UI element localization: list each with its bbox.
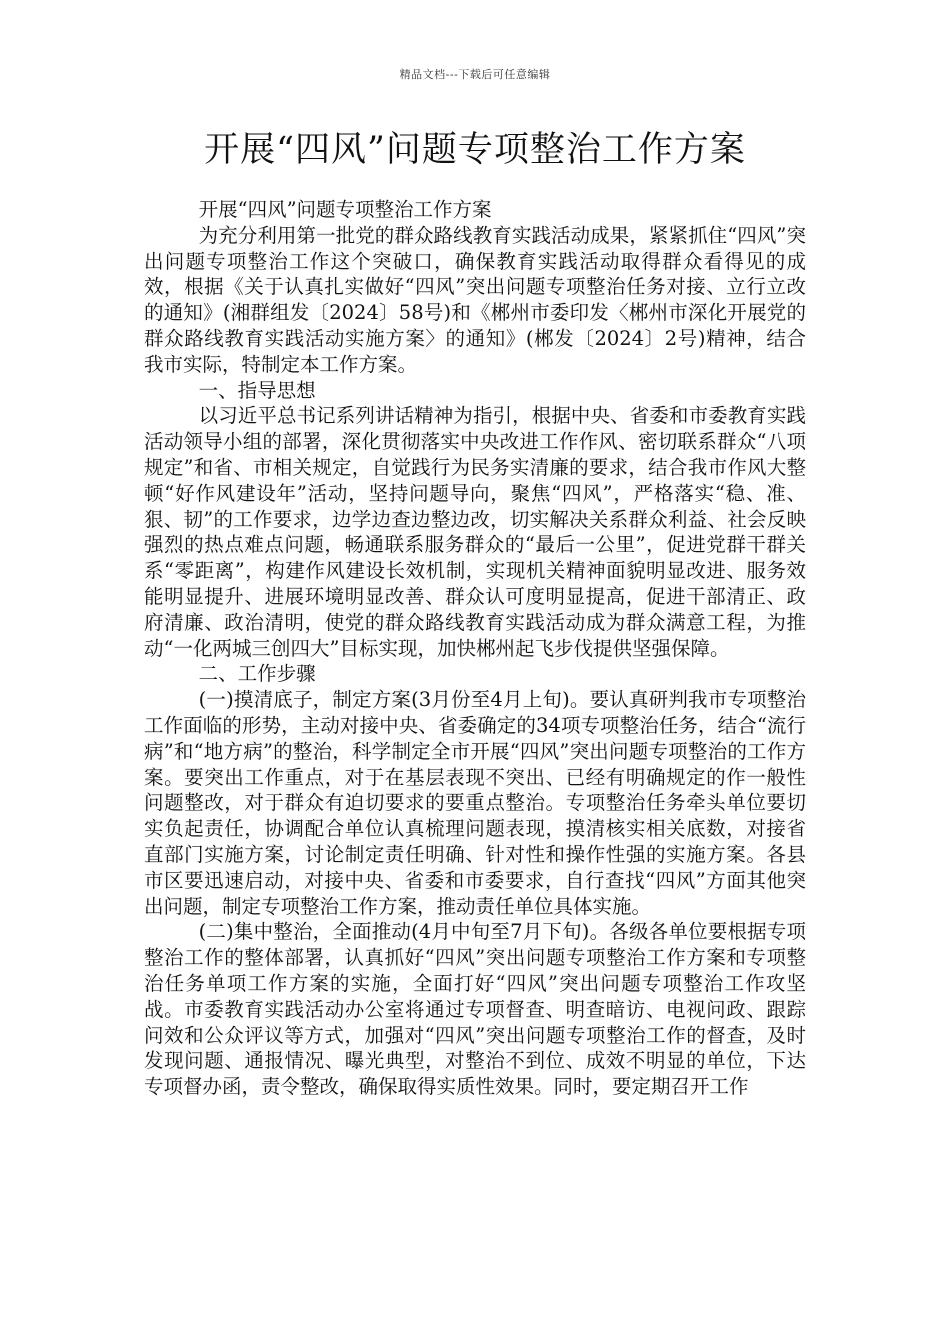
work-step-1-paragraph: (一)摸清底子，制定方案(3月份至4月上旬)。要认真研判我市专项整治工作面临的形势，主动对接中央、省委确定的34项专项整治任务，结合“流行病”和“地方病”的整治，科学制定全市开展“四风”突出问题专项整治的工作方案。要突出工作重点，对于在基层表现不突出、已经有明确规定的作一般性问题整改，对于群众有迫切要求的要重点整治。专项整治任务牵头单位要切实负起责任，协调配合单位认真梳理问题表现，摸清核实相关底数，对接省直部门实施方案，讨论制定责任明确、针对性和操作性强的实施方案。各县市区要迅速启动，对接中央、省委和市委要求，自行查找“四风”方面其他突出问题，制定专项整治工作方案，推动责任单位具体实施。 [144,688,806,918]
document-title: 开展“四风”问题专项整治工作方案 [204,130,746,170]
work-step-2-paragraph: (二)集中整治，全面推动(4月中旬至7月下旬)。各级各单位要根据专项整治工作的整体部署，认真抓好“四风”突出问题专项整治工作方案和专项整治任务单项工作方案的实施，全面打好“四风”突出问题专项整治工作攻坚战。市委教育实践活动办公室将通过专项督查、明查暗访、电视问政、跟踪问效和公众评议等方式，加强对“四风”突出问题专项整治工作的督查，及时发现问题、通报情况、曝光典型，对整治不到位、成效不明显的单位，下达专项督办函，责令整改，确保取得实质性效果。同时，要定期召开工作 [144,920,806,1099]
document-subtitle: 开展“四风”问题专项整治工作方案 [198,198,492,221]
document-body [144,197,806,1100]
section-heading-work-steps: 二、工作步骤 [198,662,316,686]
section-heading-guiding-ideology: 一、指导思想 [198,378,316,402]
intro-paragraph: 为充分利用第一批党的群众路线教育实践活动成果，紧紧抓住“四风”突出问题专项整治工作这个突破口，确保教育实践活动取得群众看得见的成效，根据《关于认真扎实做好“四风”突出问题专项整治任务对接、立行立改的通知》(湘群组发〔2024〕58号)和《郴州市委印发〈郴州市深化开展党的群众路线教育实践活动实施方案〉的通知》(郴发〔2024〕2号)精神，结合我市实际，特制定本工作方案。 [144,223,806,376]
page-header-note: 精品文档---下载后可任意编辑 [399,68,551,81]
guiding-ideology-paragraph: 以习近平总书记系列讲话精神为指引，根据中央、省委和市委教育实践活动领导小组的部署，深化贯彻落实中央改进工作作风、密切联系群众“八项规定”和省、市相关规定，自觉践行为民务实清廉的要求，结合我市作风大整顿“好作风建设年”活动，坚持问题导向，聚焦“四风”，严格落实“稳、准、狠、韧”的工作要求，边学边查边整边改，切实解决关系群众利益、社会反映强烈的热点难点问题，畅通联系服务群众的“最后一公里”，促进党群干群关系“零距离”，构建作风建设长效机制，实现机关精神面貌明显改进、服务效能明显提升、进展环境明显改善、群众认可度明显提高，促进干部清正、政府清廉、政治清明，使党的群众路线教育实践活动成为群众满意工程，为推动“一化两城三创四大”目标实现，加快郴州起飞步伐提供坚强保障。 [144,404,806,660]
